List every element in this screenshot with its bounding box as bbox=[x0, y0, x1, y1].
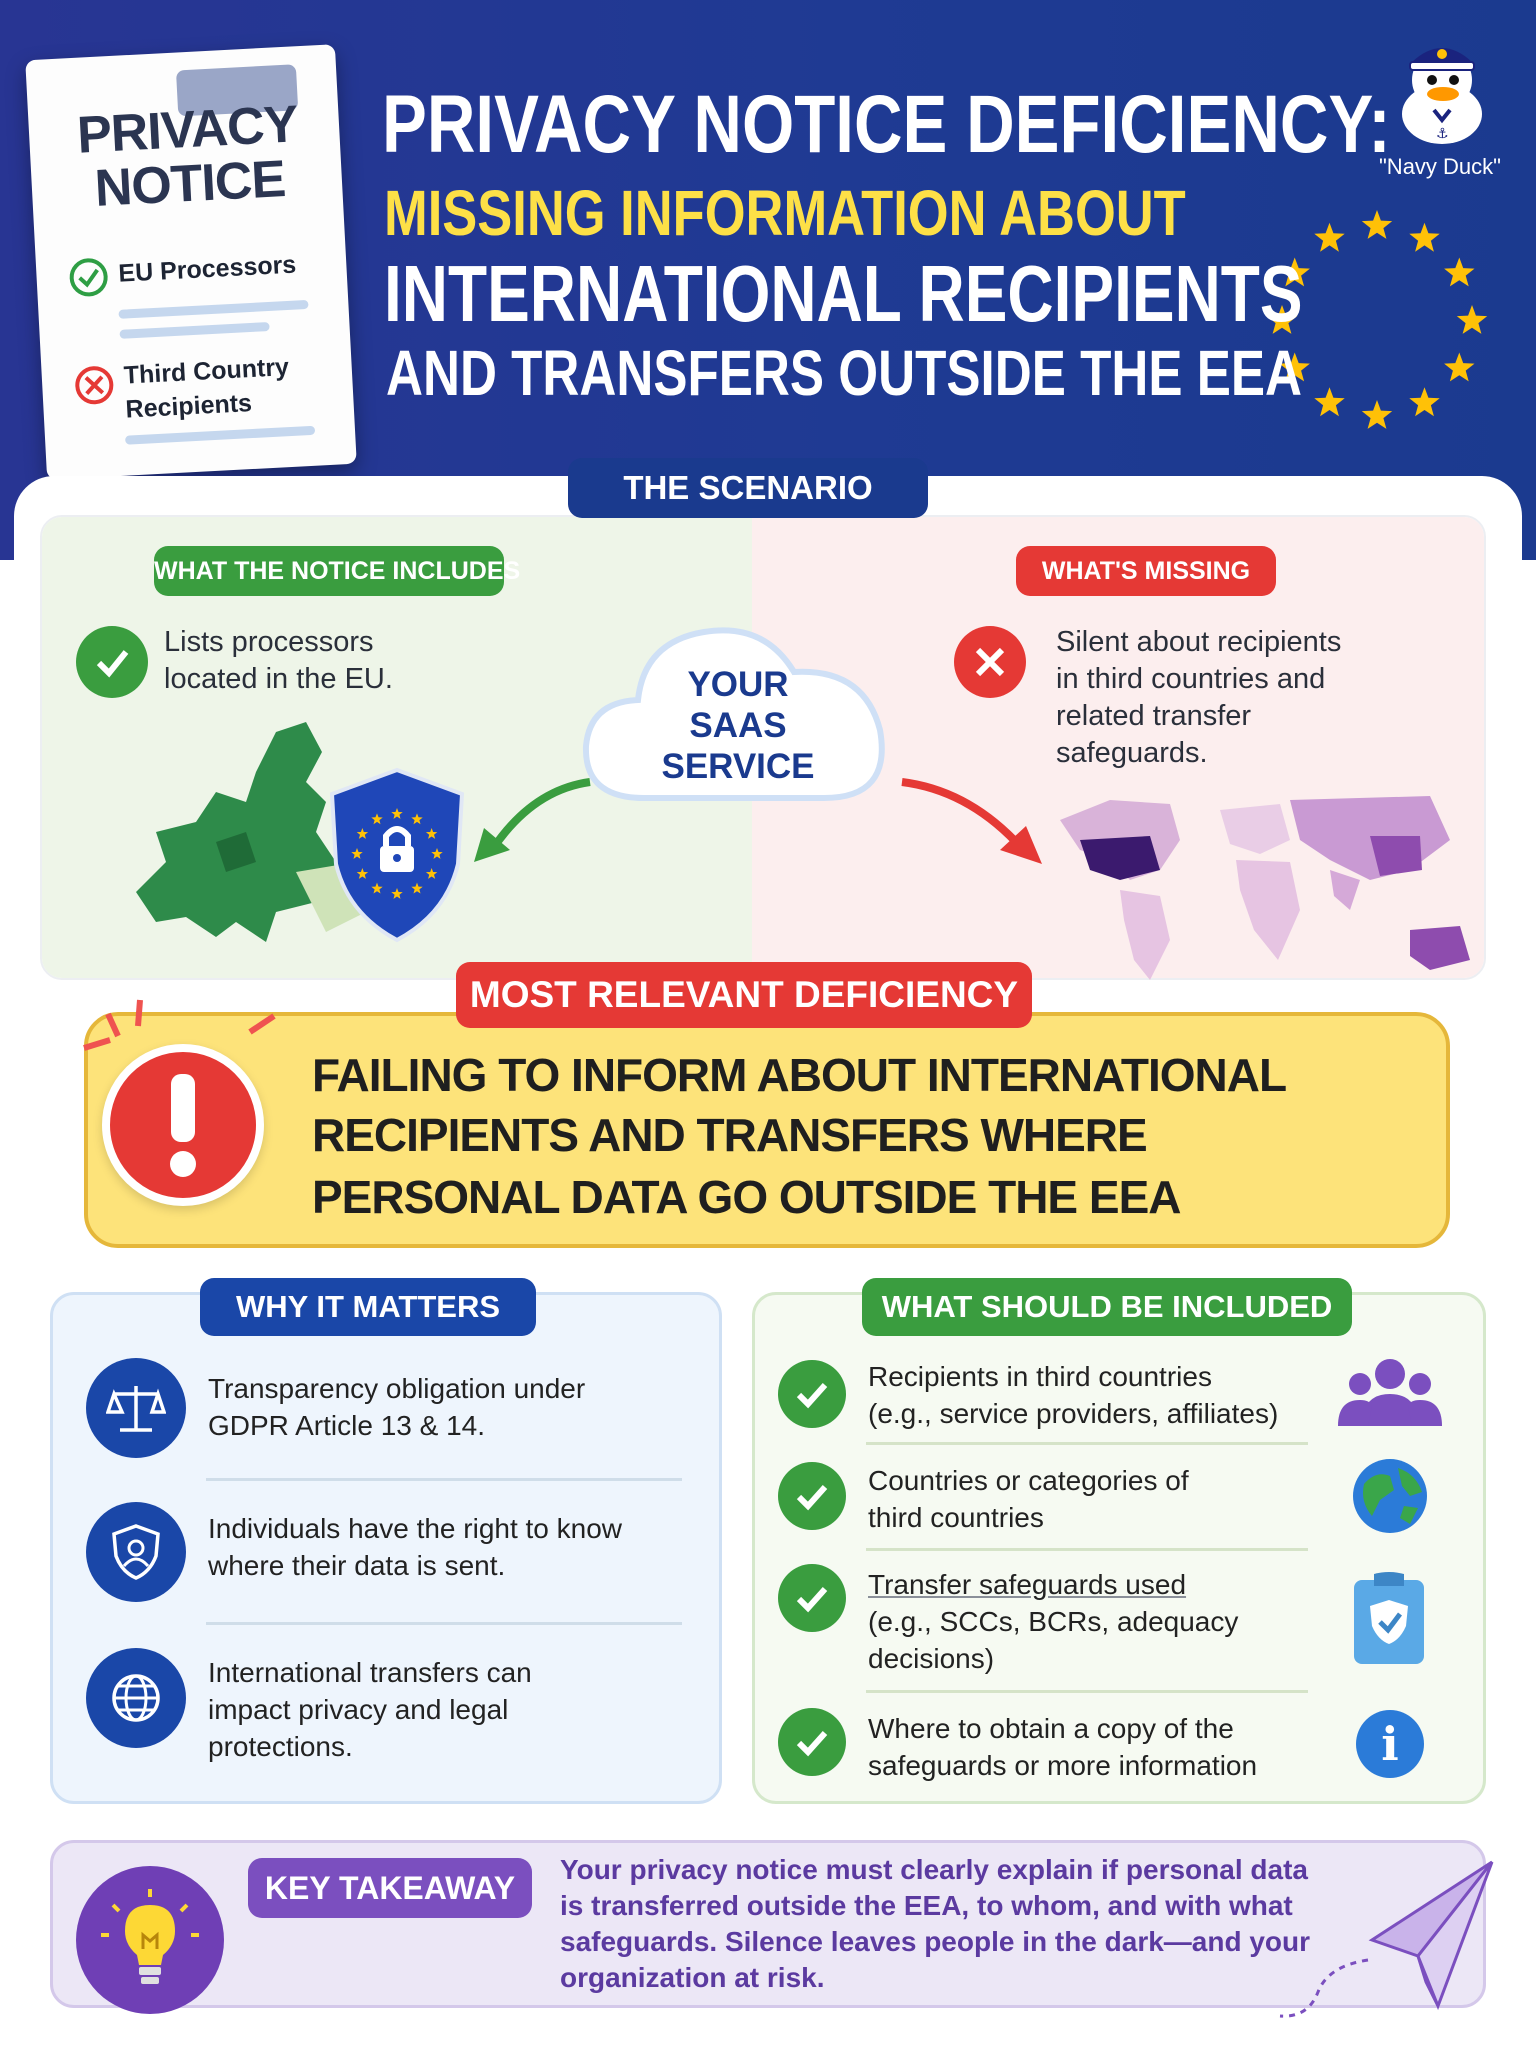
includes-text-2: located in the EU. bbox=[164, 663, 393, 695]
should-2-line-1: Countries or categories of bbox=[868, 1465, 1189, 1496]
clipboard-title-1: PRIVACY bbox=[75, 95, 299, 165]
star-icon bbox=[1362, 400, 1392, 429]
why-2-line-1: Individuals have the right to know bbox=[208, 1513, 623, 1544]
takeaway-line-2: is transferred outside the EEA, to whom, and with what bbox=[560, 1890, 1293, 1921]
why-1-line-2: GDPR Article 13 & 14. bbox=[208, 1410, 486, 1441]
should-1-line-1: Recipients in third countries bbox=[868, 1361, 1212, 1392]
star-icon bbox=[1457, 305, 1487, 334]
missing-text-1: Silent about recipients bbox=[1056, 626, 1342, 658]
divider bbox=[118, 300, 308, 319]
info-icon: i bbox=[1356, 1710, 1424, 1778]
globe-icon bbox=[86, 1648, 186, 1748]
takeaway-line-1: Your privacy notice must clearly explain if personal data bbox=[560, 1854, 1308, 1885]
navy-duck-mascot bbox=[1372, 18, 1512, 148]
why-3-line-3: protections. bbox=[208, 1731, 353, 1762]
alert-rays-icon bbox=[74, 996, 284, 1066]
missing-text-2: in third countries and bbox=[1056, 663, 1326, 695]
cloud-line-2: SAAS bbox=[689, 706, 787, 745]
takeaway-line-4: organization at risk. bbox=[560, 1962, 825, 1993]
clipboard-item-third-2: Recipients bbox=[124, 389, 253, 424]
should-4-line-2: safeguards or more information bbox=[868, 1750, 1258, 1781]
should-3-line-1: Transfer safeguards used bbox=[868, 1569, 1187, 1600]
should-3-line-2: (e.g., SCCs, BCRs, adequacy bbox=[868, 1606, 1239, 1637]
deficiency-label: MOST RELEVANT DEFICIENCY bbox=[456, 962, 1032, 1028]
saas-service-label bbox=[620, 664, 856, 787]
divider bbox=[125, 426, 315, 445]
divider bbox=[866, 1548, 1308, 1551]
lightbulb-icon bbox=[76, 1866, 224, 2014]
arrow-left-green-icon bbox=[462, 770, 602, 870]
deficiency-line-3: PERSONAL DATA GO OUTSIDE THE EEA bbox=[312, 1171, 1181, 1223]
deficiency-line-1: FAILING TO INFORM ABOUT INTERNATIONAL bbox=[312, 1049, 1287, 1101]
missing-text-4: safeguards. bbox=[1056, 737, 1208, 769]
should-4-line-1: Where to obtain a copy of the bbox=[868, 1713, 1234, 1744]
x-circle-icon bbox=[73, 364, 115, 406]
why-title: WHY IT MATTERS bbox=[200, 1278, 536, 1336]
why-3-line-2: impact privacy and legal bbox=[208, 1694, 509, 1725]
cloud-line-1: YOUR bbox=[687, 665, 789, 704]
star-icon bbox=[1314, 223, 1344, 252]
includes-label: WHAT THE NOTICE INCLUDES bbox=[154, 546, 504, 596]
earth-icon bbox=[1350, 1456, 1430, 1536]
duck-icon bbox=[1372, 18, 1512, 148]
arrow-right-red-icon bbox=[896, 770, 1056, 870]
deficiency-line-2: RECIPIENTS AND TRANSFERS WHERE bbox=[312, 1109, 1147, 1161]
why-1-line-1: Transparency obligation under bbox=[208, 1373, 586, 1404]
check-icon bbox=[778, 1564, 846, 1632]
check-icon bbox=[76, 626, 148, 698]
scenario-title: THE SCENARIO bbox=[568, 458, 928, 518]
check-icon bbox=[778, 1360, 846, 1428]
svg-text:⚓: ⚓ bbox=[1436, 126, 1449, 142]
mascot-label: "Navy Duck" bbox=[1379, 154, 1501, 179]
divider bbox=[119, 322, 269, 339]
should-3-line-3: decisions) bbox=[868, 1643, 995, 1674]
check-icon bbox=[778, 1462, 846, 1530]
should-title: WHAT SHOULD BE INCLUDED bbox=[862, 1278, 1352, 1336]
why-2-line-2: where their data is sent. bbox=[208, 1550, 506, 1581]
document-shield-icon bbox=[1352, 1570, 1426, 1666]
cloud-line-3: SERVICE bbox=[661, 747, 815, 786]
check-icon bbox=[778, 1708, 846, 1776]
x-icon bbox=[954, 626, 1026, 698]
shield-user-icon bbox=[86, 1502, 186, 1602]
divider bbox=[866, 1442, 1308, 1445]
star-icon bbox=[1409, 387, 1439, 416]
missing-text-3: related transfer bbox=[1056, 700, 1252, 732]
warning-icon bbox=[102, 1044, 264, 1206]
should-2-line-2: third countries bbox=[868, 1502, 1044, 1533]
clipboard-title-2: NOTICE bbox=[93, 150, 287, 218]
eu-shield-icon bbox=[322, 764, 472, 944]
divider bbox=[206, 1478, 682, 1481]
world-map-icon bbox=[1050, 780, 1490, 990]
title-line-1: PRIVACY NOTICE DEFICIENCY: bbox=[382, 79, 1391, 170]
privacy-notice-clipboard bbox=[25, 44, 357, 480]
includes-text-1: Lists processors bbox=[164, 626, 374, 658]
takeaway-label: KEY TAKEAWAY bbox=[248, 1858, 532, 1918]
clipboard-item-eu: EU Processors bbox=[117, 250, 297, 288]
star-icon bbox=[1314, 387, 1344, 416]
why-3-line-1: International transfers can bbox=[208, 1657, 532, 1688]
star-icon bbox=[1409, 223, 1439, 252]
star-icon bbox=[1362, 210, 1392, 239]
people-icon bbox=[1338, 1356, 1442, 1428]
takeaway-line-3: safeguards. Silence leaves people in the dark—and your bbox=[560, 1926, 1311, 1957]
should-1-line-2: (e.g., service providers, affiliates) bbox=[868, 1398, 1279, 1429]
star-icon bbox=[1444, 353, 1474, 382]
missing-label: WHAT'S MISSING bbox=[1016, 546, 1276, 596]
divider bbox=[866, 1690, 1308, 1693]
check-circle-icon bbox=[68, 256, 110, 298]
scales-icon bbox=[86, 1358, 186, 1458]
paper-plane-icon bbox=[1268, 1856, 1498, 2026]
title-line-3: INTERNATIONAL RECIPIENTS bbox=[384, 249, 1303, 338]
star-icon bbox=[1444, 258, 1474, 287]
divider bbox=[206, 1622, 682, 1625]
title-line-2: MISSING INFORMATION ABOUT bbox=[384, 177, 1186, 249]
clipboard-item-third-1: Third Country bbox=[123, 353, 290, 390]
title-line-4: AND TRANSFERS OUTSIDE THE EEA bbox=[386, 337, 1302, 409]
